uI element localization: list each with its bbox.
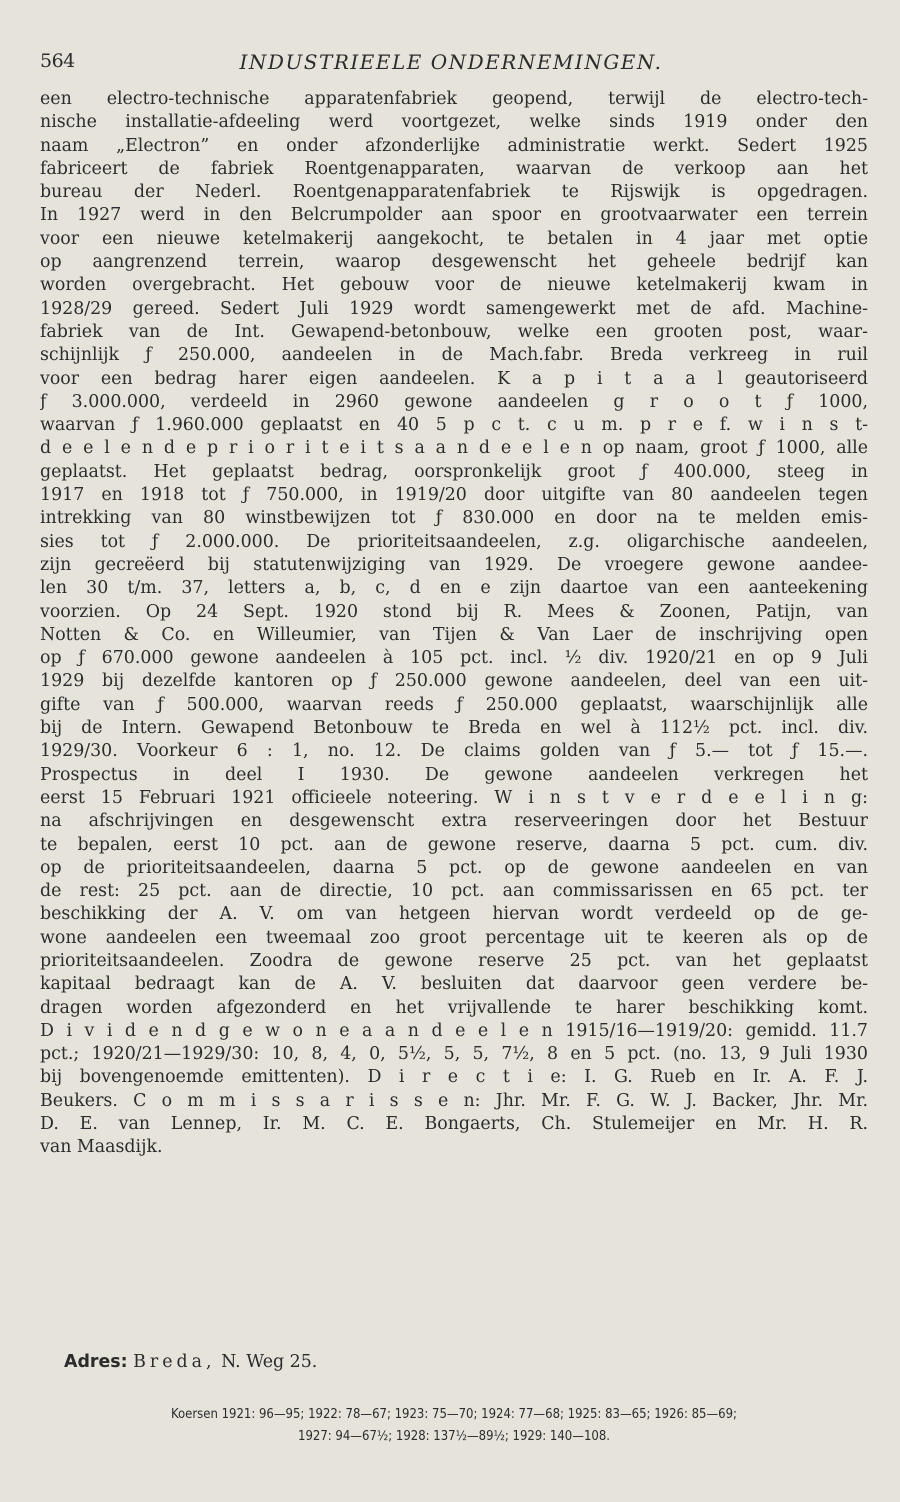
text-line: schijnlijk ƒ 250.000, aandeelen in de Mach.fabr. Breda verkreeg in ruil xyxy=(40,345,868,366)
text-line: Notten & Co. en Willeumier, van Tijen & Van Laer de inschrijving open xyxy=(40,624,868,645)
text-line: nische installatie-afdeeling werd voortgezet, welke sinds 1919 onder den xyxy=(40,112,868,133)
page-number: 564 xyxy=(40,50,75,72)
text-line: pct.; 1920/21—1929/30: 10, 8, 4, 0, 5½, 5, 5, 7½, 8 en 5 pct. (no. 13, 9 Juli 1930 xyxy=(40,1044,868,1065)
text-line: ƒ 3.000.000, verdeeld in 2960 gewone aandeelen g r o o t ƒ 1000, xyxy=(40,391,868,412)
page-header xyxy=(40,50,862,80)
text-line: len 30 t/m. 37, letters a, b, c, d en e zijn daartoe van een aanteekening xyxy=(40,578,868,599)
text-line: 1929 bij dezelfde kantoren op ƒ 250.000 gewone aandeelen, deel van een uit- xyxy=(40,671,868,692)
text-line: In 1927 werd in den Belcrumpolder aan spoor en grootvaarwater een terrein xyxy=(40,205,868,226)
text-line: gifte van ƒ 500.000, waarvan reeds ƒ 250.000 geplaatst, waarschijnlijk alle xyxy=(40,694,868,715)
text-line: beschikking der A. V. om van hetgeen hiervan wordt verdeeld op de ge- xyxy=(40,904,868,925)
text-line: voor een nieuwe ketelmakerij aangekocht, te betalen in 4 jaar met optie xyxy=(40,228,868,249)
text-line: bij bovengenoemde emittenten). D i r e c t i e: I. G. Rueb en Ir. A. F. J. xyxy=(40,1067,868,1088)
running-title: INDUSTRIEELE ONDERNEMINGEN. xyxy=(239,50,663,74)
text-line: 1929/30. Voorkeur 6 : 1, no. 12. De claims golden van ƒ 5.— tot ƒ 15.—. xyxy=(40,741,868,762)
address-street: N. Weg 25. xyxy=(221,1352,318,1372)
text-line: kapitaal bedraagt kan de A. V. besluiten dat daarvoor geen verdere be- xyxy=(40,974,868,995)
text-line: intrekking van 80 winstbewijzen tot ƒ 830.000 en door na te melden emis- xyxy=(40,508,868,529)
quote-line: Koersen 1921: 96—95; 1922: 78—67; 1923: 75—70; 1924: 77—68; 1925: 83—65; 1926: 85—69; xyxy=(170,1407,738,1422)
address-line xyxy=(64,1352,317,1372)
text-line: bureau der Nederl. Roentgenapparatenfabriek te Rijswijk is opgedragen. xyxy=(40,182,868,203)
text-line: wone aandeelen een tweemaal zoo groot percentage uit te keeren als op de xyxy=(40,927,868,948)
text-line: D i v i d e n d g e w o n e a a n d e e l e n 1915/16—1919/20: gemidd. 11.7 xyxy=(40,1020,868,1041)
address-city: Breda, xyxy=(133,1352,216,1372)
text-line: prioriteitsaandeelen. Zoodra de gewone reserve 25 pct. van het geplaatst xyxy=(40,950,868,971)
price-quotes xyxy=(40,1404,868,1448)
text-line: geplaatst. Het geplaatst bedrag, oorspronkelijk groot ƒ 400.000, steeg in xyxy=(40,461,868,482)
text-line: Beukers. C o m m i s s a r i s s e n: Jhr. Mr. F. G. W. J. Backer, Jhr. Mr. xyxy=(40,1090,868,1111)
quote-line: 1927: 94—67½; 1928: 137½—89½; 1929: 140—108. xyxy=(298,1429,610,1444)
text-line: een electro-technische apparatenfabriek geopend, terwijl de electro-tech- xyxy=(40,89,868,109)
text-line: voor een bedrag harer eigen aandeelen. K a p i t a a l geautoriseerd xyxy=(40,368,868,389)
text-line: de rest: 25 pct. aan de directie, 10 pct. aan commissarissen en 65 pct. ter xyxy=(40,881,868,902)
text-line: na afschrijvingen en desgewenscht extra reserveeringen door het Bestuur xyxy=(40,811,868,832)
text-line: D. E. van Lennep, Ir. M. C. E. Bongaerts, Ch. Stulemeijer en Mr. H. R. xyxy=(40,1114,868,1135)
text-line: fabriek van de Int. Gewapend-betonbouw, welke een grooten post, waar- xyxy=(40,321,868,342)
text-line: worden overgebracht. Het gebouw voor de nieuwe ketelmakerij kwam in xyxy=(40,275,868,296)
text-line: eerst 15 Februari 1921 officieele noteering. W i n s t v e r d e e l i n g: xyxy=(40,787,868,808)
text-line: dragen worden afgezonderd en het vrijvallende te harer beschikking komt. xyxy=(40,997,868,1018)
text-line: sies tot ƒ 2.000.000. De prioriteitsaandeelen, z.g. oligarchische aandeelen, xyxy=(40,531,868,552)
text-line: d e e l e n d e p r i o r i t e i t s a a n d e e l e n op naam, groot ƒ 1000, alle xyxy=(40,438,868,459)
text-line: naam „Electron” en onder afzonderlijke administratie werkt. Sedert 1925 xyxy=(40,135,868,156)
body-text xyxy=(40,88,868,1160)
text-line: te bepalen, eerst 10 pct. aan de gewone reserve, daarna 5 pct. cum. div. xyxy=(40,834,868,855)
address-label: Adres: xyxy=(64,1352,128,1372)
text-line: op de prioriteitsaandeelen, daarna 5 pct. op de gewone aandeelen en van xyxy=(40,857,868,878)
text-line: op aangrenzend terrein, waarop desgewenscht het geheele bedrijf kan xyxy=(40,252,868,273)
text-line: waarvan ƒ 1.960.000 geplaatst en 40 5 p c t. c u m. p r e f. w i n s t- xyxy=(40,415,868,436)
text-line: voorzien. Op 24 Sept. 1920 stond bij R. Mees & Zoonen, Patijn, van xyxy=(40,601,868,622)
text-line: bij de Intern. Gewapend Betonbouw te Breda en wel à 112½ pct. incl. div. xyxy=(40,718,868,739)
text-line: 1928/29 gereed. Sedert Juli 1929 wordt samengewerkt met de afd. Machine- xyxy=(40,298,868,319)
text-line: fabriceert de fabriek Roentgenapparaten, waarvan de verkoop aan het xyxy=(40,158,868,179)
text-line: zijn gecreëerd bij statutenwijziging van 1929. De vroegere gewone aandee- xyxy=(40,554,868,575)
text-line: van Maasdijk. xyxy=(40,1137,163,1158)
text-line: Prospectus in deel I 1930. De gewone aandeelen verkregen het xyxy=(40,764,868,785)
text-line: op ƒ 670.000 gewone aandeelen à 105 pct. incl. ½ div. 1920/21 en op 9 Juli xyxy=(40,648,868,669)
text-line: 1917 en 1918 tot ƒ 750.000, in 1919/20 door uitgifte van 80 aandeelen tegen xyxy=(40,485,868,506)
